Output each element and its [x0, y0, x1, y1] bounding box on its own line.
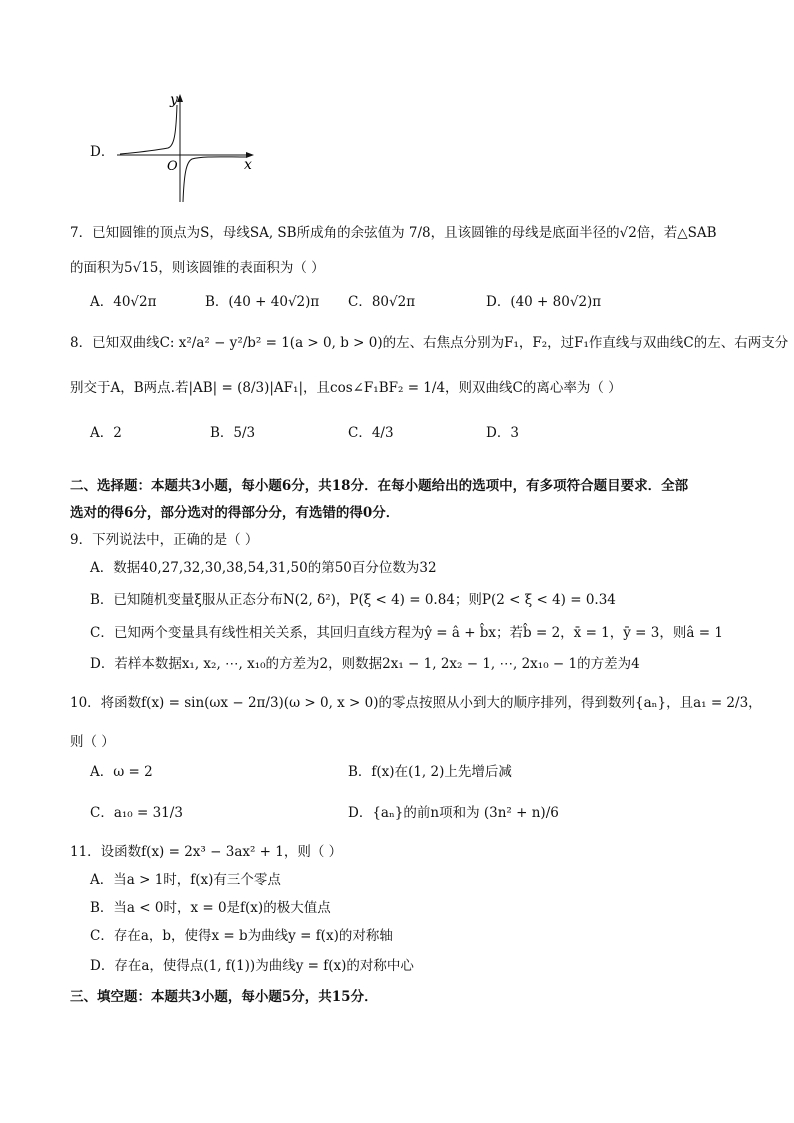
q11-option-a: A．当a > 1时，f(x)有三个零点	[90, 872, 281, 888]
q7-option-b: B．(40 + 40√2)π	[205, 294, 320, 310]
q11-option-b: B．当a < 0时，x = 0是f(x)的极大值点	[90, 900, 331, 916]
q9-option-b: B．已知随机变量ξ服从正态分布N(2, δ²)，P(ξ < 4) = 0.84；则P(2 < ξ < 4) = 0.34	[90, 592, 616, 608]
graph-d-axis-y: y	[170, 92, 178, 108]
graph-d-figure	[112, 90, 262, 205]
q11-option-d: D．存在a，使得点(1, f(1))为曲线y = f(x)的对称中心	[90, 958, 414, 974]
graph-d-axis-x: x	[244, 157, 252, 173]
q7-option-d: D．(40 + 80√2)π	[486, 294, 602, 310]
q9-option-c: C．已知两个变量具有线性相关关系，其回归直线方程为ŷ = â + b̂x；若b̂ = 2，x̄ = 1，ȳ = 3，则â = 1	[90, 625, 723, 641]
q11-stem: 11．设函数f(x) = 2x³ − 3ax² + 1，则（ ）	[70, 844, 343, 860]
q7-option-c: C．80√2π	[348, 294, 416, 310]
q10-line2: 则（ ）	[70, 734, 115, 750]
q9-option-a: A．数据40,27,32,30,38,54,31,50的第50百分位数为32	[90, 560, 437, 576]
section3-heading: 三、填空题：本题共3小题，每小题5分，共15分．	[70, 989, 378, 1005]
q7-line2: 的面积为5√15，则该圆锥的表面积为（ ）	[70, 260, 325, 276]
q8-option-c: C．4/3	[348, 425, 394, 441]
q10-option-c: C．a₁₀ = 31/3	[90, 805, 183, 821]
graph-d-label: D．	[90, 144, 115, 160]
q10-option-a: A．ω = 2	[90, 764, 153, 780]
graph-d-origin: O	[167, 159, 178, 174]
section2-heading-line1: 二、选择题：本题共3小题，每小题6分，共18分．在每小题给出的选项中，有多项符合题目要求．全部	[70, 478, 689, 494]
q8-line1: 8．已知双曲线C: x²/a² − y²/b² = 1(a > 0, b > 0)的左、右焦点分别为F₁，F₂，过F₁作直线与双曲线C的左、右两支分	[70, 335, 789, 351]
q8-option-a: A．2	[90, 425, 122, 441]
q10-line1: 10．将函数f(x) = sin(ωx − 2π/3)(ω > 0, x > 0)的零点按照从小到大的顺序排列，得到数列{aₙ}，且a₁ = 2/3，	[70, 695, 762, 711]
q7-option-a: A．40√2π	[90, 294, 157, 310]
q10-option-b: B．f(x)在(1, 2)上先增后减	[348, 764, 512, 780]
section2-heading-line2: 选对的得6分，部分选对的得部分分，有选错的得0分．	[70, 505, 400, 521]
q10-option-d: D．{aₙ}的前n项和为 (3n² + n)/6	[348, 805, 559, 821]
q8-line2: 别交于A，B两点.若|AB| = (8/3)|AF₁|，且cos∠F₁BF₂ = 1/4，则双曲线C的离心率为（ ）	[70, 380, 622, 396]
q8-option-d: D．3	[486, 425, 519, 441]
q9-option-d: D．若样本数据x₁, x₂, ⋯, x₁₀的方差为2，则数据2x₁ − 1, 2x₂ − 1, ⋯, 2x₁₀ − 1的方差为4	[90, 656, 640, 672]
q11-option-c: C．存在a，b，使得x = b为曲线y = f(x)的对称轴	[90, 928, 393, 944]
q8-option-b: B．5/3	[210, 425, 256, 441]
q9-stem: 9．下列说法中，正确的是（ ）	[70, 532, 259, 548]
q7-line1: 7．已知圆锥的顶点为S，母线SA, SB所成角的余弦值为 7/8，且该圆锥的母线是底面半径的√2倍，若△SAB	[70, 225, 717, 241]
